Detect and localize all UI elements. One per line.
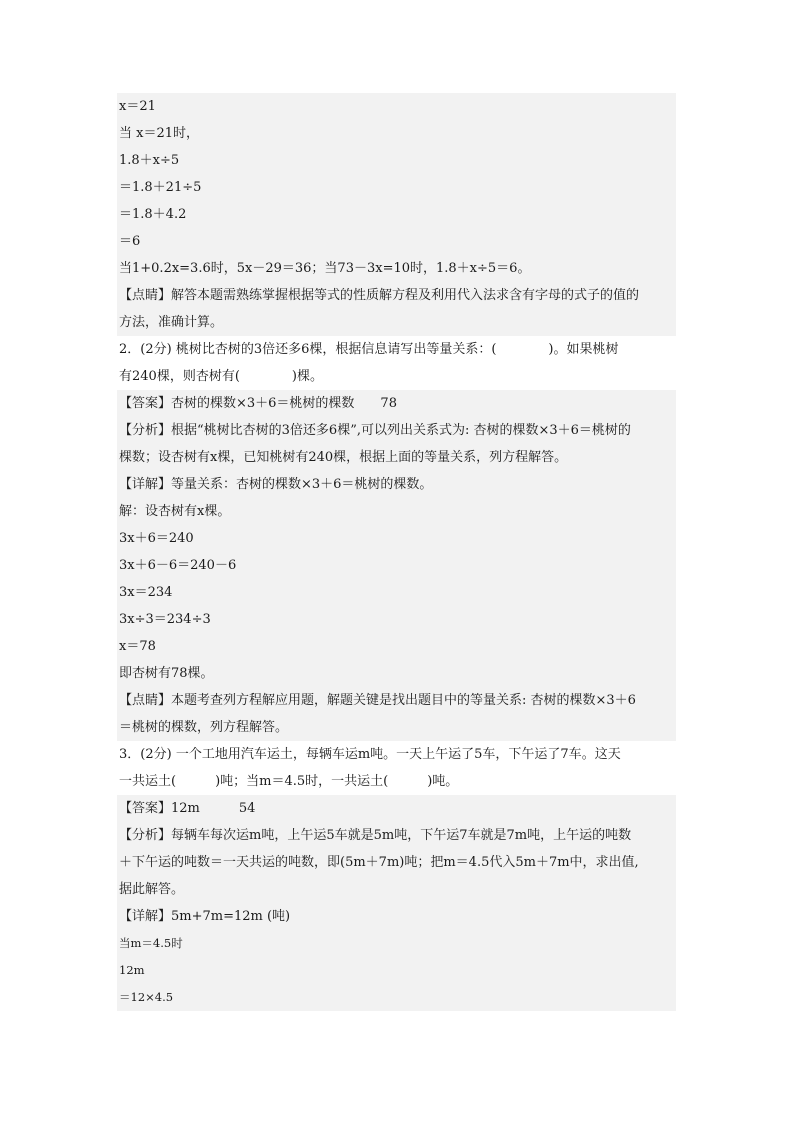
question-3-line: 一共运土( )吨；当m＝4.5时，一共运土( )吨。 bbox=[119, 774, 459, 789]
question-3-line: 3．(2分) 一个工地用汽车运土，每辆车运m吨。一天上午运了5车，下午运了7车。这天 bbox=[119, 747, 621, 762]
detail-line: 当m＝4.5时 bbox=[117, 930, 676, 957]
equation-line: 3x＋6＝240 bbox=[117, 525, 676, 552]
solution-line: ＝6 bbox=[117, 228, 676, 255]
equation-line: 3x÷3＝234÷3 bbox=[117, 606, 676, 633]
solution-line: ＝1.8＋4.2 bbox=[117, 201, 676, 228]
analysis-line: 【分析】根据“桃树比杏树的3倍还多6棵”,可以列出关系式为: 杏树的棵数×3＋6＝桃树的 bbox=[117, 417, 676, 444]
dianjing-line: 【点睛】解答本题需熟练掌握根据等式的性质解方程及利用代入法求含有字母的式子的值的 bbox=[117, 282, 676, 309]
question-2-line: 2．(2分) 桃树比杏树的3倍还多6棵，根据信息请写出等量关系：( )。如果桃树 bbox=[119, 342, 619, 357]
dianjing-line: 【点睛】本题考查列方程解应用题，解题关键是找出题目中的等量关系: 杏树的棵数×3＋6 bbox=[117, 687, 676, 714]
equation-line: x＝78 bbox=[117, 633, 676, 660]
dianjing-line: ＝桃树的棵数，列方程解答。 bbox=[117, 714, 676, 741]
solution-summary-line: 当1+0.2x=3.6时，5x－29＝36；当73－3x=10时，1.8＋x÷5＝6。 bbox=[117, 255, 676, 282]
answer-line: 【答案】12m 54 bbox=[117, 795, 676, 822]
question-2-line: 有240棵，则杏树有( )棵。 bbox=[119, 369, 323, 384]
detail-line: 解：设杏树有x棵。 bbox=[117, 498, 676, 525]
equation-line: 3x＝234 bbox=[117, 579, 676, 606]
equation-line: ＝12×4.5 bbox=[117, 984, 676, 1011]
equation-line: 3x＋6－6＝240－6 bbox=[117, 552, 676, 579]
document-page bbox=[117, 93, 676, 1011]
detail-line: 【详解】等量关系：杏树的棵数×3＋6＝桃树的棵数。 bbox=[117, 471, 676, 498]
analysis-line: 据此解答。 bbox=[117, 876, 676, 903]
answer-line: 【答案】杏树的棵数×3＋6＝桃树的棵数 78 bbox=[117, 390, 676, 417]
solution-line: 当 x＝21时， bbox=[117, 120, 676, 147]
solution-line: x＝21 bbox=[117, 93, 676, 120]
analysis-line: 棵数；设杏树有x棵，已知桃树有240棵，根据上面的等量关系，列方程解答。 bbox=[117, 444, 676, 471]
equation-line: 12m bbox=[117, 957, 676, 984]
analysis-line: 【分析】每辆车每次运m吨，上午运5车就是5m吨，下午运7车就是7m吨，上午运的吨数 bbox=[117, 822, 676, 849]
dianjing-line: 方法，准确计算。 bbox=[117, 309, 676, 336]
solution-line: ＝1.8＋21÷5 bbox=[117, 174, 676, 201]
analysis-line: ＋下午运的吨数＝一天共运的吨数，即(5m＋7m)吨；把m＝4.5代入5m＋7m中，求出值, bbox=[117, 849, 676, 876]
detail-line: 即杏树有78棵。 bbox=[117, 660, 676, 687]
solution-line: 1.8＋x÷5 bbox=[117, 147, 676, 174]
detail-line: 【详解】5m+7m=12m (吨) bbox=[117, 903, 676, 930]
